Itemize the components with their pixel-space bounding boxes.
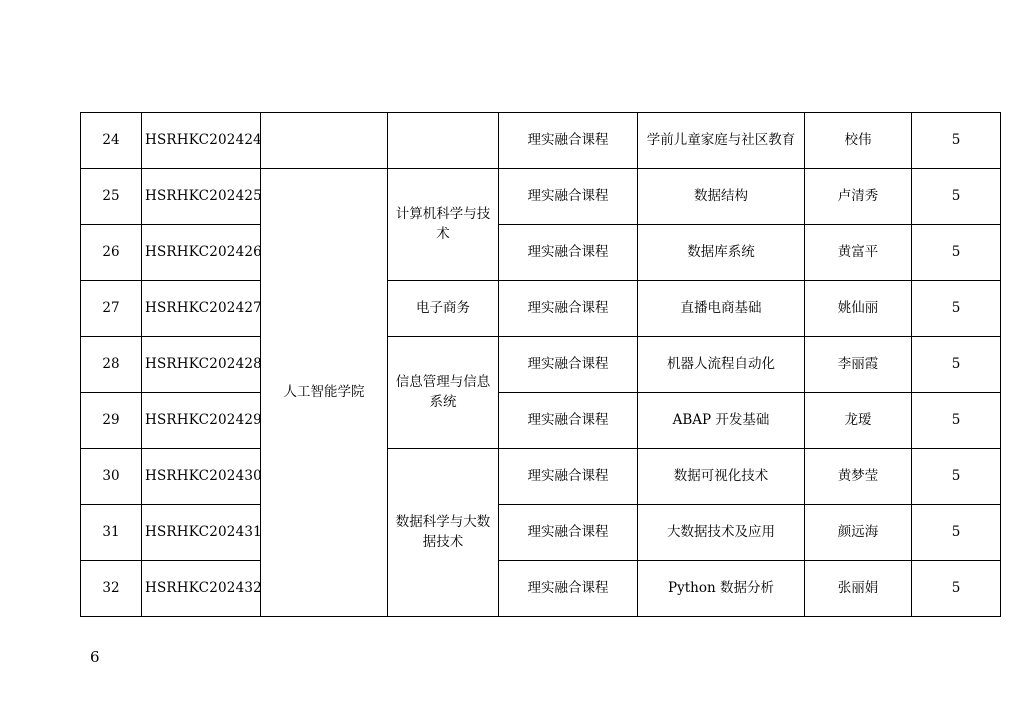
table-row [81, 225, 1001, 281]
course-name: 数据库系统 [638, 225, 805, 281]
table-row [81, 169, 1001, 225]
major-name: 计算机科学与技术 [388, 169, 499, 281]
row-number: 32 [81, 561, 142, 617]
course-teacher: 卢清秀 [805, 169, 912, 225]
course-type: 理实融合课程 [499, 169, 638, 225]
course-type: 理实融合课程 [499, 225, 638, 281]
course-name: Python 数据分析 [638, 561, 805, 617]
course-type: 理实融合课程 [499, 449, 638, 505]
course-name: 机器人流程自动化 [638, 337, 805, 393]
course-list-table [80, 112, 1001, 617]
major-name: 数据科学与大数据技术 [388, 449, 499, 617]
row-number: 27 [81, 281, 142, 337]
college-name: 人工智能学院 [261, 169, 388, 617]
course-credit: 5 [912, 113, 1001, 169]
course-type: 理实融合课程 [499, 113, 638, 169]
course-teacher: 李丽霞 [805, 337, 912, 393]
row-number: 31 [81, 505, 142, 561]
course-credit: 5 [912, 393, 1001, 449]
course-code: HSRHKC202425 [142, 169, 261, 225]
course-teacher: 姚仙丽 [805, 281, 912, 337]
course-teacher: 黄富平 [805, 225, 912, 281]
table-row [81, 393, 1001, 449]
course-credit: 5 [912, 449, 1001, 505]
course-name: ABAP 开发基础 [638, 393, 805, 449]
row-number: 29 [81, 393, 142, 449]
college-cell-empty [261, 113, 388, 169]
course-credit: 5 [912, 225, 1001, 281]
major-name: 信息管理与信息系统 [388, 337, 499, 449]
row-number: 24 [81, 113, 142, 169]
course-credit: 5 [912, 281, 1001, 337]
course-name: 大数据技术及应用 [638, 505, 805, 561]
course-name: 直播电商基础 [638, 281, 805, 337]
table-row [81, 505, 1001, 561]
course-code: HSRHKC202432 [142, 561, 261, 617]
course-code: HSRHKC202426 [142, 225, 261, 281]
table-row [81, 113, 1001, 169]
row-number: 26 [81, 225, 142, 281]
course-type: 理实融合课程 [499, 281, 638, 337]
course-credit: 5 [912, 561, 1001, 617]
course-code: HSRHKC202427 [142, 281, 261, 337]
course-code: HSRHKC202430 [142, 449, 261, 505]
course-name: 数据可视化技术 [638, 449, 805, 505]
row-number: 28 [81, 337, 142, 393]
table-row [81, 337, 1001, 393]
major-name: 电子商务 [388, 281, 499, 337]
course-code: HSRHKC202424 [142, 113, 261, 169]
course-type: 理实融合课程 [499, 561, 638, 617]
page-number: 6 [90, 648, 100, 666]
row-number: 25 [81, 169, 142, 225]
course-code: HSRHKC202429 [142, 393, 261, 449]
course-type: 理实融合课程 [499, 337, 638, 393]
table-row [81, 449, 1001, 505]
row-number: 30 [81, 449, 142, 505]
course-type: 理实融合课程 [499, 505, 638, 561]
table-row [81, 281, 1001, 337]
course-teacher: 张丽娟 [805, 561, 912, 617]
course-credit: 5 [912, 337, 1001, 393]
course-name: 数据结构 [638, 169, 805, 225]
course-credit: 5 [912, 505, 1001, 561]
course-code: HSRHKC202431 [142, 505, 261, 561]
course-code: HSRHKC202428 [142, 337, 261, 393]
course-teacher: 颜远海 [805, 505, 912, 561]
major-cell-empty [388, 113, 499, 169]
table-row [81, 561, 1001, 617]
course-type: 理实融合课程 [499, 393, 638, 449]
course-credit: 5 [912, 169, 1001, 225]
course-name: 学前儿童家庭与社区教育 [638, 113, 805, 169]
course-teacher: 黄梦莹 [805, 449, 912, 505]
course-teacher: 校伟 [805, 113, 912, 169]
course-teacher: 龙瑷 [805, 393, 912, 449]
